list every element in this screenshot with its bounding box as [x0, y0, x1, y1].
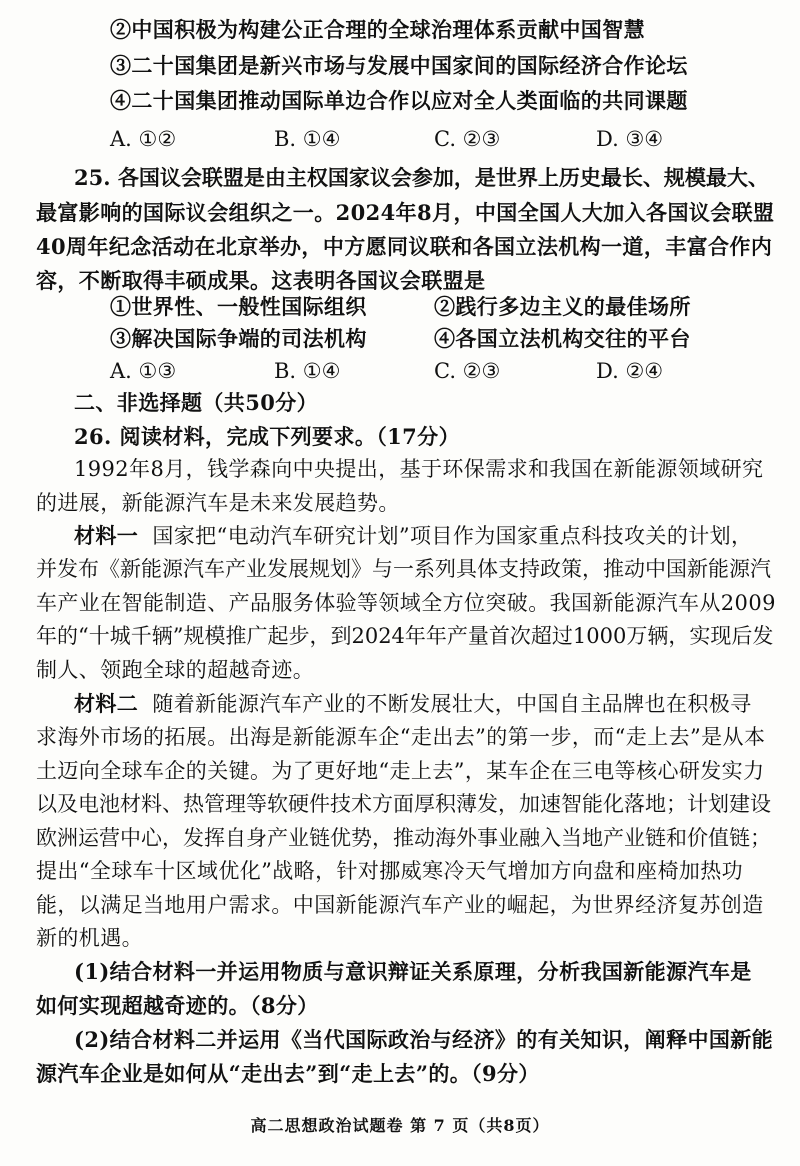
q24-option-c: C. ②③ — [434, 127, 501, 151]
q24-item-2: ②中国积极为构建公正合理的全球治理体系贡献中国智慧 — [110, 17, 645, 42]
material-1-line-2: 并发布《新能源汽车产业发展规划》与一系列具体支持政策，推动中国新能源汽 — [36, 557, 771, 581]
q24-option-a: A. ①② — [110, 127, 177, 151]
material-1-line-5: 制人、领跑全球的超越奇迹。 — [36, 658, 315, 682]
material-1-line-4: 年的“十城千辆”规模推广起步，到2024年年产量首次超过1000万辆，实现后发 — [36, 624, 774, 648]
q26-sub-2-line-2: 源汽车企业是如何从“走出去”到“走上去”的。（9分） — [36, 1061, 540, 1086]
q26-sub-1-line-1: (1)结合材料一并运用物质与意识辩证关系原理，分析我国新能源汽车是 — [74, 959, 752, 984]
q25-stem-line-1: 25. 各国议会联盟是由主权国家议会参加，是世界上历史最长、规模最大、 — [74, 165, 769, 190]
q26-intro-line-2: 的进展，新能源汽车是未来发展趋势。 — [36, 491, 400, 515]
material-1-label: 材料一 — [74, 523, 139, 548]
material-1-line-1: 国家把“电动汽车研究计划”项目作为国家重点科技攻关的计划， — [152, 524, 753, 548]
q26-intro-line-1: 1992年8月，钱学森向中央提出，基于环保需求和我国在新能源领域研究 — [74, 457, 764, 481]
page-footer: 高二思想政治试题卷 第 7 页（共8页） — [250, 1116, 550, 1135]
material-2-line-2: 求海外市场的拓展。出海是新能源车企“走出去”的第一步，而“走上去”是从本 — [36, 725, 766, 749]
material-2-label: 材料二 — [74, 691, 139, 716]
q25-option-d: D. ②④ — [596, 359, 664, 383]
q25-item-2: ②践行多边主义的最佳场所 — [434, 294, 691, 319]
q26-sub-2-line-1: (2)结合材料二并运用《当代国际政治与经济》的有关知识，阐释中国新能 — [74, 1027, 774, 1052]
material-2-first-line — [74, 688, 752, 720]
q24-item-3: ③二十国集团是新兴市场与发展中国家间的国际经济合作论坛 — [110, 53, 688, 78]
q26-stem: 26. 阅读材料，完成下列要求。（17分） — [74, 424, 460, 449]
material-2-line-7: 能，以满足当地用户需求。中国新能源汽车产业的崛起，为世界经济复苏创造 — [36, 893, 764, 917]
q25-item-4: ④各国立法机构交往的平台 — [434, 326, 691, 351]
q24-option-d: D. ③④ — [596, 127, 664, 151]
material-1-first-line — [74, 520, 752, 552]
material-2-line-1: 随着新能源汽车产业的不断发展壮大，中国自主品牌也在积极寻 — [152, 692, 752, 716]
section-2-title: 二、非选择题（共50分） — [74, 390, 319, 415]
q24-item-4: ④二十国集团推动国际单边合作以应对全人类面临的共同课题 — [110, 88, 688, 113]
q25-stem-line-4: 容，不断取得丰硕成果。这表明各国议会联盟是 — [36, 268, 486, 293]
q25-stem-line-2: 最富影响的国际议会组织之一。2024年8月，中国全国人大加入各国议会联盟 — [36, 200, 775, 225]
material-2-line-5: 欧洲运营中心，发挥自身产业链优势，推动海外事业融入当地产业链和价值链； — [36, 826, 771, 850]
q25-item-3: ③解决国际争端的司法机构 — [110, 326, 367, 351]
q25-option-b: B. ①④ — [274, 359, 341, 383]
material-2-line-8: 新的机遇。 — [36, 926, 143, 950]
q25-item-1: ①世界性、一般性国际组织 — [110, 294, 367, 319]
q25-stem-line-3: 40周年纪念活动在北京举办，中方愿同议联和各国立法机构一道，丰富合作内 — [36, 234, 773, 259]
q24-option-b: B. ①④ — [274, 127, 341, 151]
material-2-line-3: 土迈向全球车企的关键。为了更好地“走上去”，某车企在三电等核心研发实力 — [36, 759, 765, 783]
q26-sub-1-line-2: 如何实现超越奇迹的。（8分） — [36, 993, 319, 1018]
q25-option-c: C. ②③ — [434, 359, 501, 383]
q25-option-a: A. ①③ — [110, 359, 177, 383]
material-1-line-3: 车产业在智能制造、产品服务体验等领域全方位突破。我国新能源汽车从2009 — [36, 591, 776, 615]
material-2-line-4: 以及电池材料、热管理等软硬件技术方面厚积薄发，加速智能化落地；计划建设 — [36, 792, 771, 816]
material-2-line-6: 提出“全球车十区域优化”战略，针对挪威寒冷天气增加方向盘和座椅加热功 — [36, 859, 744, 883]
